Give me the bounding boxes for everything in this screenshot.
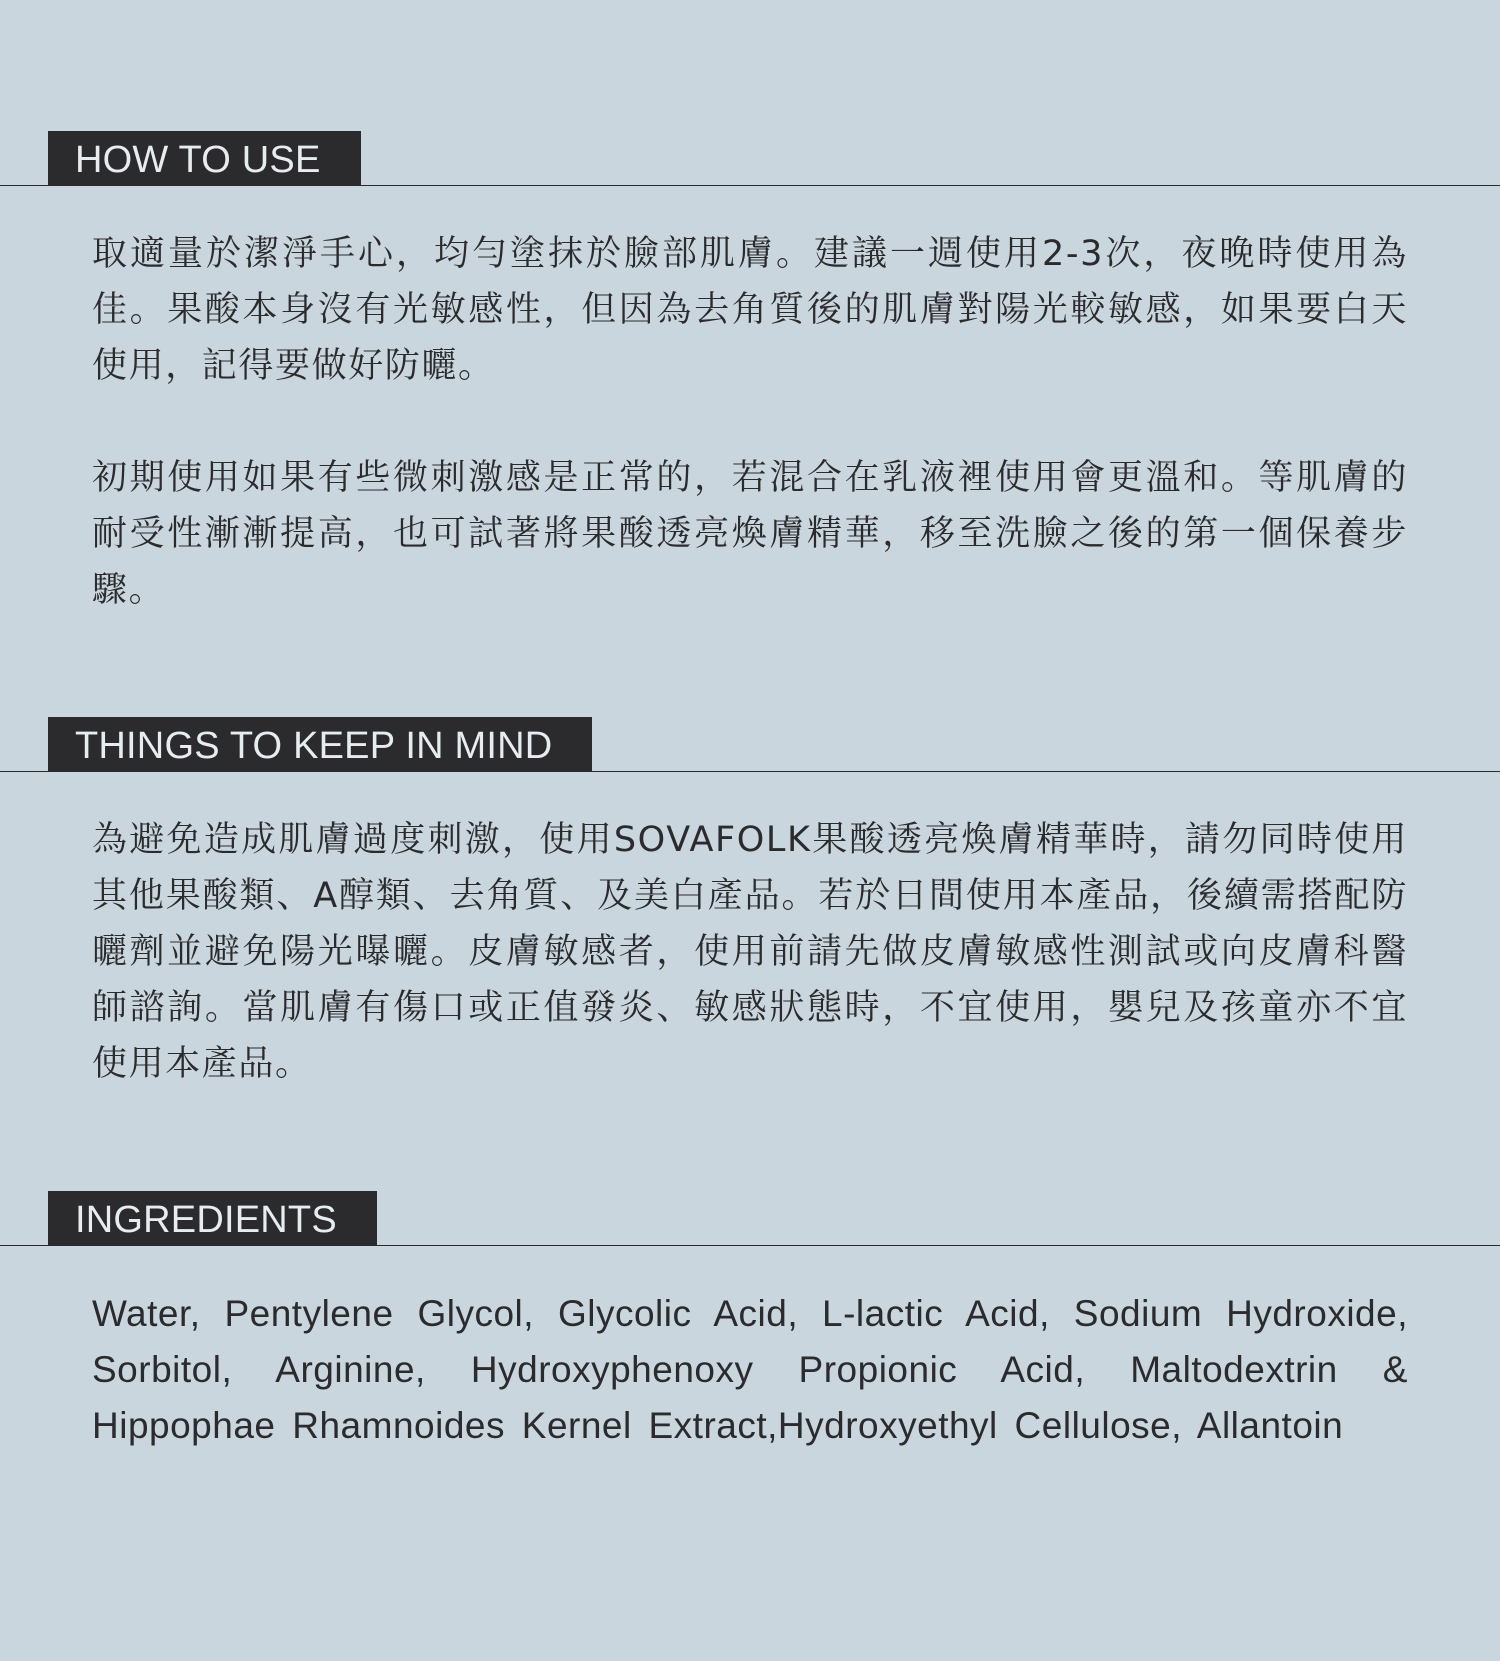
ingredients-section <box>0 1190 1500 1454</box>
section-header <box>0 1190 1500 1246</box>
things-to-keep-in-mind-body <box>92 772 1408 1092</box>
how-to-use-paragraph-1: 取適量於潔淨手心，均勻塗抹於臉部肌膚。建議一週使用2-3次，夜晚時使用為佳。果酸本身沒有光敏感性，但因為去角質後的肌膚對陽光較敏感，如果要白天使用，記得要做好防曬。 <box>92 234 1408 386</box>
how-to-use-body <box>92 186 1408 618</box>
things-to-keep-in-mind-paragraph: 為避免造成肌膚過度刺激，使用SOVAFOLK果酸透亮煥膚精華時，請勿同時使用其他果酸類、A醇類、去角質、及美白產品。若於日間使用本產品，後續需搭配防曬劑並避免陽光曝曬。皮膚敏感者，使用前請先做皮膚敏感性測試或向皮膚科醫師諮詢。當肌膚有傷口或正值發炎、敏感狀態時，不宜使用，嬰兒及孩童亦不宜使用本產品。 <box>92 820 1408 1084</box>
ingredients-list: Water, Pentylene Glycol, Glycolic Acid, L-lactic Acid, Sodium Hydroxide, Sorbitol, Arginine, Hydroxyphenoxy Propionic Acid, Maltodextrin & Hippophae Rhamnoides Kernel Extract,Hydroxyethyl Cellulose, Allantoin <box>92 1293 1408 1446</box>
things-to-keep-in-mind-title: THINGS TO KEEP IN MIND <box>48 717 592 772</box>
section-header <box>0 716 1500 772</box>
ingredients-title: INGREDIENTS <box>48 1191 377 1246</box>
section-header <box>0 130 1500 186</box>
how-to-use-section <box>0 130 1500 618</box>
ingredients-body <box>92 1246 1408 1454</box>
how-to-use-paragraph-2: 初期使用如果有些微刺激感是正常的，若混合在乳液裡使用會更溫和。等肌膚的耐受性漸漸提高，也可試著將果酸透亮煥膚精華，移至洗臉之後的第一個保養步驟。 <box>92 458 1408 610</box>
things-to-keep-in-mind-section <box>0 716 1500 1092</box>
how-to-use-title: HOW TO USE <box>48 131 361 186</box>
